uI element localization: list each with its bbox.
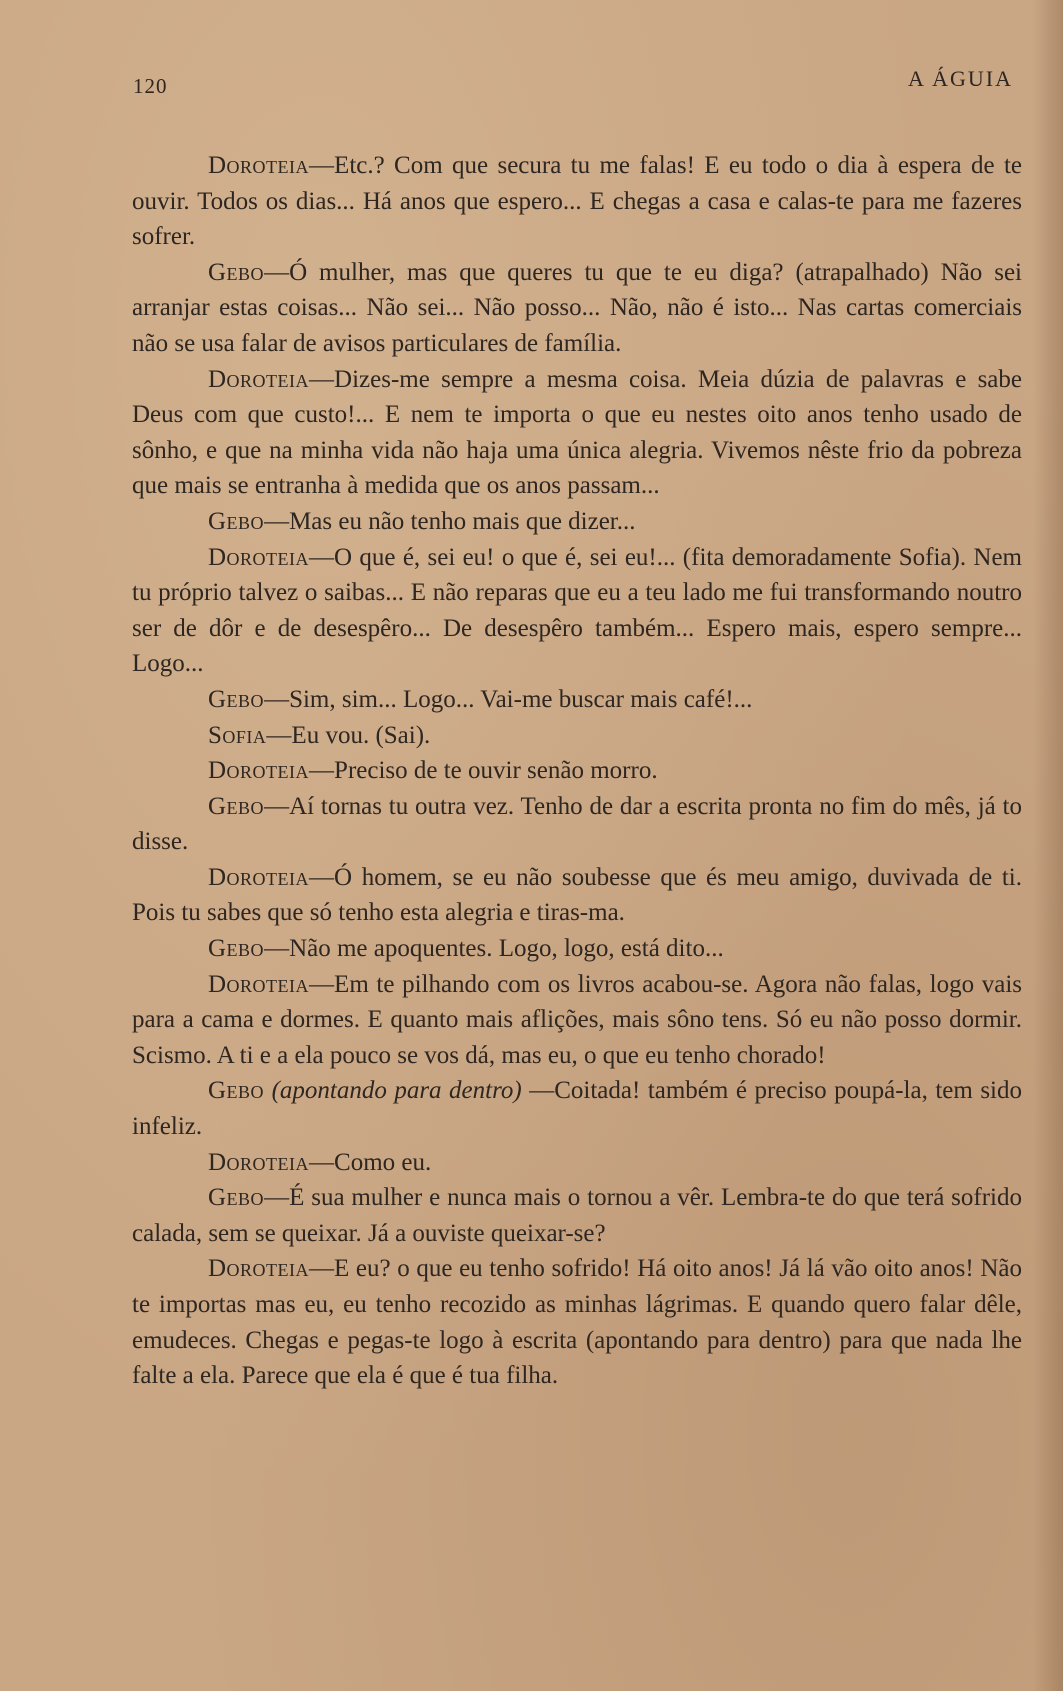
page-body xyxy=(132,148,1022,1394)
dialogue-dash: — xyxy=(309,365,335,393)
dialogue-text: Coitada! também é preciso poupá-la, tem sido infeliz. xyxy=(132,1077,1023,1141)
dialogue-dash: — xyxy=(309,1148,335,1176)
dialogue-line xyxy=(132,682,1022,718)
speaker-name: Gebo xyxy=(208,685,265,713)
running-title: A ÁGUIA xyxy=(907,66,1013,91)
dialogue-line xyxy=(132,1251,1022,1393)
speaker-name: Gebo xyxy=(208,1077,265,1105)
dialogue-dash: — xyxy=(309,152,335,179)
speaker-name: Doroteia xyxy=(208,1255,310,1283)
dialogue-line xyxy=(132,504,1022,540)
speaker-name: Doroteia xyxy=(208,970,310,998)
speaker-name: Gebo xyxy=(208,935,265,963)
dialogue-dash: — xyxy=(309,757,335,785)
dialogue-text: Aí tornas tu outra vez. Tenho de dar a escrita pronta no fim do mês, já to disse. xyxy=(132,792,1022,856)
dialogue-text: O que é, sei eu! o que é, sei eu!... (fita demoradamente Sofia). Nem tu próprio talvez o saibas... E não reparas que eu a teu lado me fui transformando noutro ser de dôr e de desespêro... De desespêro também... Espero mais, espero sempre... Logo... xyxy=(132,543,1022,678)
speaker-name: Sofia xyxy=(208,721,267,749)
page-header xyxy=(133,66,1013,106)
dialogue-text: Dizes-me sempre a mesma coisa. Meia dúzia de palavras e sabe Deus com que custo!... E nem te importa o que eu nestes oito anos tenho usado de sônho, e que na minha vida não haja uma única alegria. Vivemos nêste frio da pobreza que mais se entranha à medida que os anos passam... xyxy=(132,365,1022,500)
dialogue-line xyxy=(132,789,1022,860)
page-edge-shadow xyxy=(1033,0,1063,1691)
dialogue-text: Mas eu não tenho mais que dizer... xyxy=(289,507,636,535)
dialogue-line xyxy=(132,860,1022,931)
dialogue-dash: — xyxy=(266,721,292,749)
speaker-name: Gebo xyxy=(208,1184,265,1212)
dialogue-line xyxy=(132,967,1022,1074)
dialogue-dash: — xyxy=(264,792,290,820)
dialogue-text: Preciso de te ouvir senão morro. xyxy=(334,757,658,785)
dialogue-dash: — xyxy=(264,1184,290,1212)
dialogue-dash: — xyxy=(264,935,290,963)
dialogue-text: Não me apoquentes. Logo, logo, está dito... xyxy=(289,935,724,963)
speaker-name: Doroteia xyxy=(208,1148,310,1176)
dialogue-text: Etc.? Com que secura tu me falas! E eu todo o dia à espera de te ouvir. Todos os dias... Há anos que espero... E chegas a casa e calas-te para me fazeres sofrer. xyxy=(132,152,1022,251)
dialogue-text: É sua mulher e nunca mais o tornou a vêr. Lembra-te do que terá sofrido calada, sem se queixar. Já a ouviste queixar-se? xyxy=(132,1184,1022,1247)
speaker-name: Doroteia xyxy=(208,152,310,179)
page-number: 120 xyxy=(133,74,168,98)
dialogue-line xyxy=(132,1180,1022,1251)
speaker-name: Doroteia xyxy=(208,757,310,785)
speaker-name: Gebo xyxy=(208,258,265,286)
dialogue-dash: — xyxy=(264,507,290,535)
speaker-name: Gebo xyxy=(208,507,265,535)
dialogue-dash: — xyxy=(309,1255,335,1283)
dialogue-line xyxy=(132,148,1022,255)
dialogue-text: Eu vou. (Sai). xyxy=(291,721,431,749)
dialogue-text: Ó mulher, mas que queres tu que te eu diga? (atrapalhado) Não sei arranjar estas coisas... Não sei... Não posso... Não, não é isto... Nas cartas comerciais não se usa falar de avisos particulares de família. xyxy=(132,258,1022,357)
dialogue-dash: — xyxy=(309,543,335,571)
dialogue-text: Em te pilhando com os livros acabou-se. Agora não falas, logo vais para a cama e dormes. E quanto mais aflições, mais sôno tens. Só eu não posso dormir. Scismo. A ti e a ela pouco se vos dá, mas eu, o que eu tenho chorado! xyxy=(132,970,1022,1069)
dialogue-line xyxy=(132,931,1022,967)
dialogue-dash: — xyxy=(309,863,335,891)
dialogue-text: Sim, sim... Logo... Vai-me buscar mais café!... xyxy=(289,685,753,713)
dialogue-line xyxy=(132,1073,1022,1144)
dialogue-text: E eu? o que eu tenho sofrido! Há oito anos! Já lá vão oito anos! Não te importas mas eu, eu tenho recozido as minhas lágrimas. E quando quero falar dêle, emudeces. Chegas e pegas-te logo à escrita (apontando para dentro) para que nada lhe falte a ela. Parece que ela é que é tua filha. xyxy=(132,1255,1022,1390)
speaker-name: Doroteia xyxy=(208,863,310,891)
dialogue-line xyxy=(132,255,1022,362)
dialogue-dash: — xyxy=(529,1077,555,1105)
dialogue-line xyxy=(132,718,1022,754)
speaker-name: Doroteia xyxy=(208,543,310,571)
stage-direction: (apontando para dentro) xyxy=(271,1077,522,1105)
dialogue-dash: — xyxy=(264,685,290,713)
dialogue-line xyxy=(132,753,1022,789)
speaker-name: Doroteia xyxy=(208,365,310,393)
speaker-name: Gebo xyxy=(208,792,265,820)
dialogue-line xyxy=(132,362,1022,504)
dialogue-text: Como eu. xyxy=(334,1148,432,1176)
dialogue-dash: — xyxy=(264,258,290,286)
dialogue-line xyxy=(132,540,1022,682)
dialogue-text: Ó homem, se eu não soubesse que és meu amigo, duvivada de ti. Pois tu sabes que só tenho esta alegria e tiras-ma. xyxy=(132,863,1022,927)
dialogue-line xyxy=(132,1145,1022,1181)
dialogue-dash: — xyxy=(309,970,335,998)
